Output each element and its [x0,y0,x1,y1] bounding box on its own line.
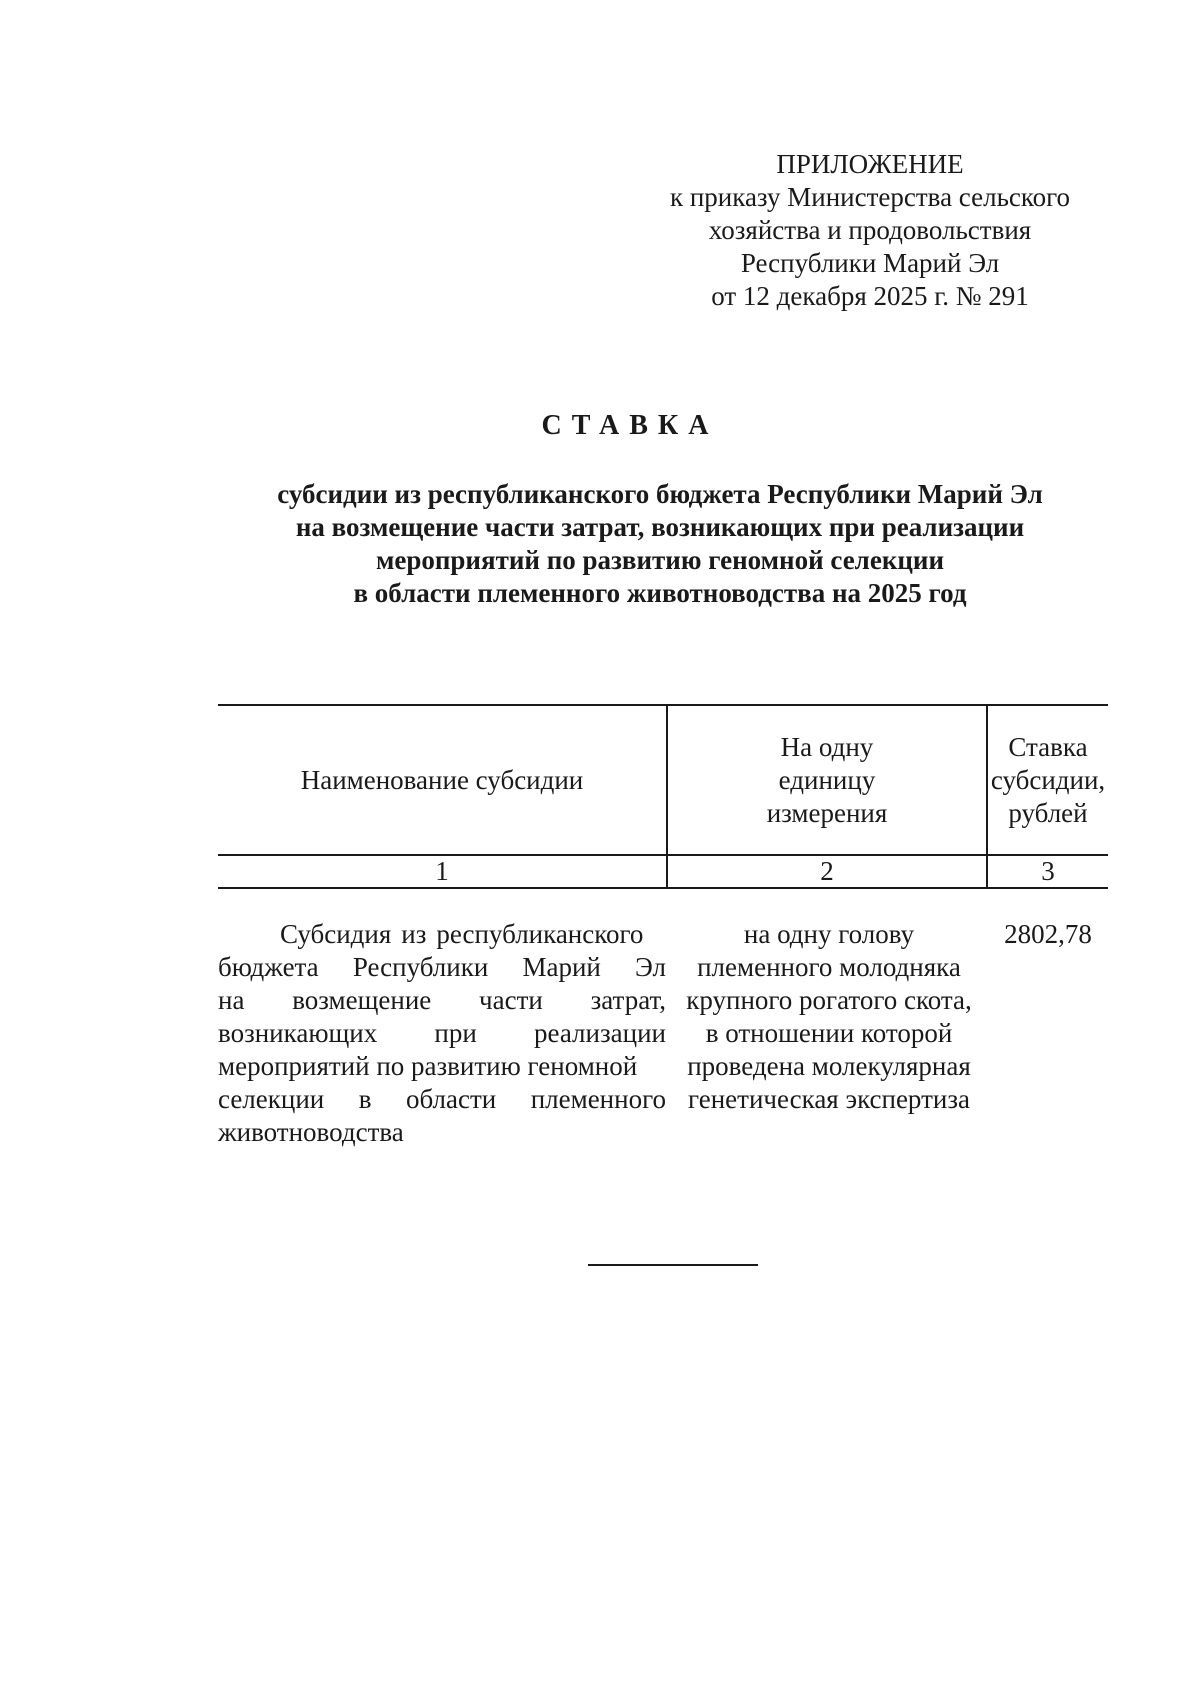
rate-table [218,704,1108,889]
appendix-line: к приказу Министерства сельского [669,182,1071,212]
unit-line: племенного молодняка [697,952,961,982]
header-unit-line: единицу [778,764,876,795]
header-rate-line: Ставка [1008,731,1088,762]
unit-line: генетическая экспертиза [688,1084,970,1114]
appendix-line: хозяйства и продовольствия [708,215,1032,245]
table-header-row [218,704,1108,856]
document-title: СТАВКА [541,410,719,441]
name-line: Субсидия из республиканского [280,919,644,949]
appendix-line: ПРИЛОЖЕНИЕ [776,149,964,179]
name-line: животноводства [218,1117,404,1147]
unit-line: на одну голову [743,919,915,949]
subtitle-line: субсидии из республиканского бюджета Республики Марий Эл [277,479,1043,509]
document-subtitle [160,478,1160,610]
appendix-line: Республики Марий Эл [740,248,1000,278]
column-number: 2 [820,856,834,886]
name-line: селекции в области племенного [218,1084,666,1114]
header-rate-line: субсидии, [990,764,1106,795]
row-subsidy-name [218,918,666,1149]
column-number: 1 [435,856,449,886]
unit-line: в отношении которой [705,1018,953,1048]
appendix-line: от 12 декабря 2025 г. № 291 [711,281,1029,311]
subtitle-line: на возмещение части затрат, возникающих при реализации [295,512,1025,542]
header-unit-line: На одну [780,731,874,762]
unit-line: крупного рогатого скота, [686,985,972,1015]
subtitle-line: мероприятий по развитию геномной селекции [375,545,945,575]
row-unit [670,918,988,1116]
subtitle-line: в области племенного животноводства на 2025 год [353,578,967,608]
header-unit-line: измерения [766,797,888,828]
name-line: на возмещение части затрат, [218,985,666,1015]
appendix-block [640,148,1100,313]
name-line: бюджета Республики Марий Эл [218,952,666,982]
header-rate-line: рублей [1008,797,1088,828]
header-rate [988,706,1108,854]
row-rate: 2802,78 [1004,919,1092,949]
column-number: 3 [1041,856,1055,886]
end-of-document-rule [588,1264,758,1266]
header-subsidy-name [218,706,666,854]
name-line: возникающих при реализации [218,1018,666,1048]
unit-line: проведена молекулярная [687,1051,971,1081]
header-subsidy-name-text: Наименование субсидии [300,764,584,795]
name-line: мероприятий по развитию геномной [218,1051,638,1081]
column-numbers-row [218,856,1108,889]
header-unit [668,706,986,854]
